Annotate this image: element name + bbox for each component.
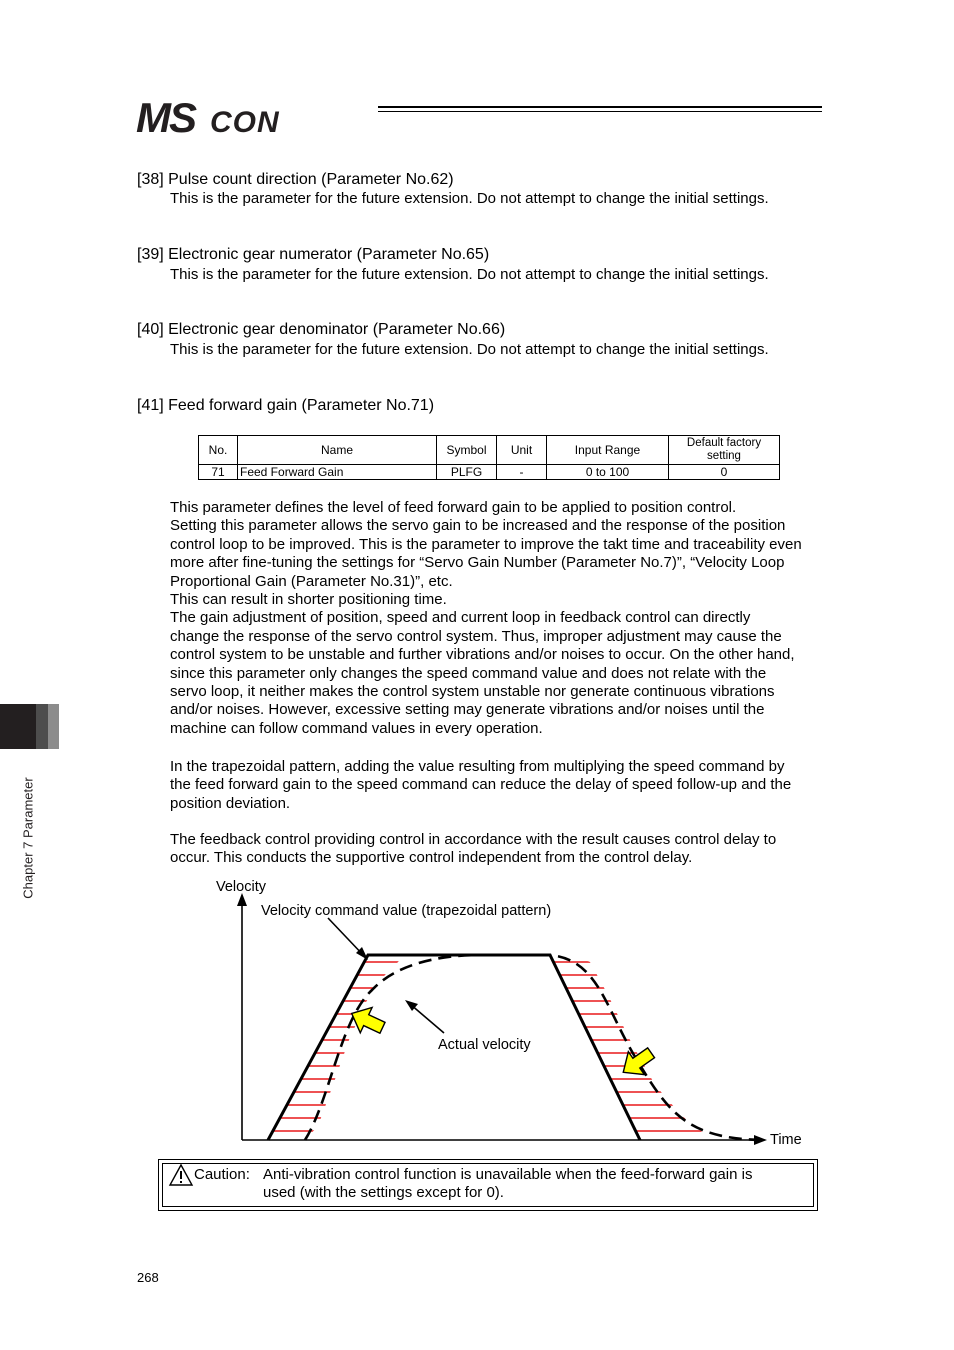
cell-name: Feed Forward Gain: [238, 465, 437, 480]
svg-text:CON: CON: [210, 106, 280, 138]
paragraph-trapezoidal: [170, 758, 845, 813]
x-axis-label: Time: [770, 1132, 802, 1148]
text-line: and/or noises. However, excessive setting may generate vibrations and/or noises until the: [170, 701, 765, 719]
text-line: servo loop, it neither makes the control system unstable nor generate continuous vibrations: [170, 683, 775, 701]
text-line: The feedback control providing control in accordance with the result causes control delay to: [170, 831, 777, 848]
text-line: Setting this parameter allows the servo gain to be increased and the response of the position: [170, 517, 786, 535]
text-line: The gain adjustment of position, speed and current loop in feedback control can directly: [170, 609, 751, 627]
command-label: Velocity command value (trapezoidal pattern): [261, 903, 552, 919]
hatch-left: [250, 962, 420, 1131]
header-no: No.: [199, 436, 238, 465]
velocity-diagram: [200, 870, 820, 1155]
text-line: control loop to be improved. This is the parameter to improve the takt time and traceability even: [170, 535, 802, 553]
cell-input-range: 0 to 100: [547, 465, 669, 480]
header-rule-thin: [378, 111, 822, 112]
header-rule: [378, 106, 822, 108]
section-41-title: [41] Feed forward gain (Parameter No.71): [137, 397, 435, 414]
caution-line: Anti-vibration control function is unavailable when the feed-forward gain is: [263, 1166, 753, 1183]
header-symbol: Symbol: [437, 436, 497, 465]
text-line: Proportional Gain (Parameter No.31)”, etc.: [170, 572, 453, 590]
cell-default: 0: [669, 465, 780, 480]
text-line: This can result in shorter positioning time.: [170, 591, 447, 609]
mscon-logo: [136, 98, 368, 138]
actual-pointer-line: [410, 1004, 444, 1033]
hatch-right: [540, 962, 780, 1131]
text-line: This parameter defines the level of feed forward gain to be applied to position control.: [170, 499, 737, 516]
page-number: 268: [137, 1270, 159, 1285]
caution-line: used (with the settings except for 0).: [263, 1184, 504, 1202]
section-40-title: [40] Electronic gear denominator (Parameter No.66): [137, 321, 506, 338]
table-row: [199, 465, 780, 480]
table-header-row: [199, 436, 780, 465]
actual-velocity-line: [305, 955, 760, 1140]
section-39-title: [39] Electronic gear numerator (Parameter No.65): [137, 246, 490, 263]
parameter-table: [198, 435, 780, 480]
cell-symbol: PLFG: [437, 465, 497, 480]
chapter-tab-marker-light: [48, 704, 59, 749]
text-line: since this parameter only changes the speed command value and does not relate with the: [170, 664, 767, 682]
text-line: change the response of the servo control system. Thus, improper adjustment may cause the: [170, 627, 782, 645]
section-38-title: [38] Pulse count direction (Parameter No.62): [137, 171, 454, 188]
warning-triangle-icon: [168, 1163, 194, 1187]
section-38-body: This is the parameter for the future extension. Do not attempt to change the initial settings.: [170, 190, 769, 207]
actual-label: Actual velocity: [438, 1037, 531, 1053]
text-line: machine can follow command values in every operation.: [170, 719, 543, 737]
text-line: position deviation.: [170, 794, 291, 812]
header-unit: Unit: [497, 436, 547, 465]
paragraph-feedback: [170, 831, 845, 868]
chapter-label: Chapter 7 Parameter: [20, 777, 36, 899]
section-40-body: This is the parameter for the future extension. Do not attempt to change the initial settings.: [170, 341, 769, 358]
header-default-line1: Default factory: [686, 437, 762, 449]
text-line: occur. This conducts the supportive control independent from the control delay.: [170, 849, 693, 867]
text-line: control system to be unstable and further vibrations and/or noises to occur. On the other hand,: [170, 646, 795, 664]
header-name: Name: [238, 436, 437, 465]
chapter-tab-marker-mid: [36, 704, 48, 749]
caution-label: Caution:: [194, 1166, 250, 1183]
text-line: more after fine-tuning the settings for “Servo Gain Number (Parameter No.7)”, “Velocity Loop: [170, 554, 785, 572]
chapter-tab-marker: [0, 704, 36, 749]
header-input-range: Input Range: [547, 436, 669, 465]
y-axis-label: Velocity: [216, 879, 266, 895]
yellow-arrow-right-icon: [615, 1041, 659, 1083]
paragraph-description: [170, 499, 845, 738]
svg-text:MS: MS: [136, 98, 195, 138]
header-default-line2: setting: [707, 450, 741, 462]
cell-unit: -: [497, 465, 547, 480]
text-line: In the trapezoidal pattern, adding the value resulting from multiplying the speed command by: [170, 758, 785, 775]
header-default: [669, 436, 780, 465]
section-39-body: This is the parameter for the future extension. Do not attempt to change the initial settings.: [170, 266, 769, 283]
text-line: the feed forward gain to the speed command can reduce the delay of speed follow-up and the: [170, 776, 792, 794]
caution-text: [263, 1166, 752, 1203]
cell-no: 71: [199, 465, 238, 480]
